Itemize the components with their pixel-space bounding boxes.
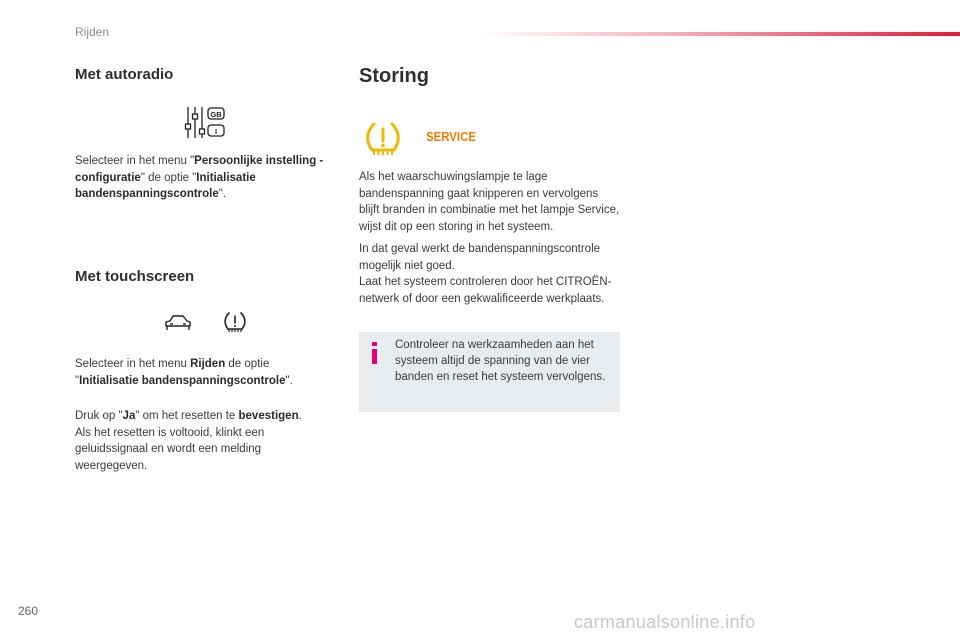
info-text: Controleer na werkzaamheden aan het systeem altijd de spanning van de vier banden en reset het systeem vervolgens. [395, 339, 606, 383]
i-icon-label: I [214, 126, 218, 136]
autoradio-instruction: Selecteer in het menu "Persoonlijke instelling - configuratie" de optie "Initialisatie bandenspanningscontrole". [75, 155, 324, 200]
storing-paragraph-2: In dat geval werkt de bandenspanningscontrole mogelijk niet goed. Laat het systeem controleren door het CITROËN-netwerk of door een gekwalificeerde werkplaats. [359, 243, 612, 305]
page-header-title: Rijden [75, 25, 110, 39]
tire-pressure-warning-icon [364, 120, 402, 158]
tire-pressure-icon [222, 310, 248, 334]
service-label: SERVICE [426, 129, 476, 144]
autoradio-settings-icon [184, 105, 226, 141]
header-accent-bar [480, 32, 960, 36]
heading-met-touchscreen: Met touchscreen [75, 268, 195, 285]
storing-paragraph-1: Als het waarschuwingslampje te lage bandenspanning gaat knipperen en vervolgens blijft branden in combinatie met het lampje Service, wijst dit op een storing in het systeem. [359, 171, 620, 233]
heading-storing: Storing [359, 65, 429, 87]
info-icon [369, 342, 381, 364]
watermark: carmanualsonline.info [574, 612, 756, 632]
page-number: 260 [18, 604, 39, 618]
confirm-instruction: Druk op "Ja" om het resetten te bevestigen. Als het resetten is voltooid, klinkt een geluidssignaal en wordt een melding weergegeven. [75, 410, 302, 472]
touchscreen-instruction: Selecteer in het menu Rijden de optie "Initialisatie bandenspanningscontrole". [75, 358, 293, 387]
heading-met-autoradio: Met autoradio [75, 66, 174, 83]
gb-icon-label: GB [210, 109, 222, 119]
info-box [359, 332, 620, 412]
car-icon [163, 313, 193, 333]
service-warning-icon [426, 128, 476, 144]
